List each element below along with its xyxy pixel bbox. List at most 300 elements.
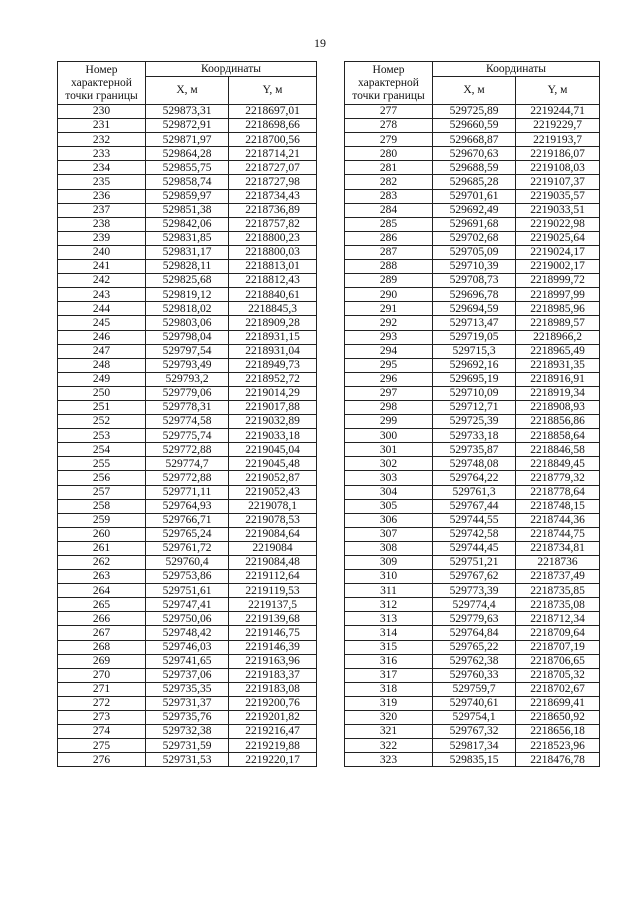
y-coordinate-cell: 2219137,5 bbox=[229, 598, 317, 612]
point-number-cell: 297 bbox=[345, 386, 433, 400]
table-row bbox=[58, 386, 317, 400]
x-coordinate-cell: 529753,86 bbox=[146, 570, 229, 584]
y-coordinate-cell: 2218744,75 bbox=[516, 527, 600, 541]
y-coordinate-cell: 2218709,64 bbox=[516, 626, 600, 640]
table-row bbox=[345, 189, 600, 203]
table-row bbox=[345, 245, 600, 259]
table-row bbox=[345, 640, 600, 654]
point-number-cell: 241 bbox=[58, 260, 146, 274]
point-number-cell: 286 bbox=[345, 231, 433, 245]
table-row bbox=[345, 386, 600, 400]
x-coordinate-cell: 529779,06 bbox=[146, 386, 229, 400]
point-number-cell: 315 bbox=[345, 640, 433, 654]
point-number-cell: 306 bbox=[345, 513, 433, 527]
point-number-cell: 279 bbox=[345, 133, 433, 147]
point-number-cell: 316 bbox=[345, 654, 433, 668]
table-row bbox=[58, 344, 317, 358]
y-coordinate-cell: 2219052,87 bbox=[229, 471, 317, 485]
point-number-cell: 295 bbox=[345, 358, 433, 372]
y-coordinate-cell: 2218916,91 bbox=[516, 372, 600, 386]
y-header: Y, м bbox=[229, 77, 317, 105]
point-number-header: Номер характерной точки границы bbox=[58, 62, 146, 105]
point-number-cell: 280 bbox=[345, 147, 433, 161]
y-coordinate-cell: 2218845,3 bbox=[229, 302, 317, 316]
y-coordinate-cell: 2218714,21 bbox=[229, 147, 317, 161]
point-number-cell: 308 bbox=[345, 541, 433, 555]
point-number-cell: 242 bbox=[58, 274, 146, 288]
point-number-cell: 245 bbox=[58, 316, 146, 330]
point-number-cell: 307 bbox=[345, 527, 433, 541]
point-number-cell: 296 bbox=[345, 372, 433, 386]
table-row bbox=[345, 556, 600, 570]
x-coordinate-cell: 529701,61 bbox=[433, 189, 516, 203]
point-number-cell: 263 bbox=[58, 570, 146, 584]
table-row bbox=[58, 316, 317, 330]
y-coordinate-cell: 2219032,89 bbox=[229, 415, 317, 429]
y-coordinate-cell: 2219084,64 bbox=[229, 527, 317, 541]
point-number-header: Номер характерной точки границы bbox=[345, 62, 433, 105]
y-coordinate-cell: 2219025,64 bbox=[516, 231, 600, 245]
y-coordinate-cell: 2218727,98 bbox=[229, 175, 317, 189]
x-coordinate-cell: 529774,7 bbox=[146, 457, 229, 471]
table-row bbox=[345, 513, 600, 527]
table-row bbox=[345, 443, 600, 457]
table-row bbox=[345, 119, 600, 133]
table-row bbox=[58, 612, 317, 626]
y-coordinate-cell: 2219146,39 bbox=[229, 640, 317, 654]
y-coordinate-cell: 2218949,73 bbox=[229, 358, 317, 372]
table-row bbox=[58, 753, 317, 767]
table-row bbox=[345, 274, 600, 288]
x-coordinate-cell: 529735,35 bbox=[146, 682, 229, 696]
x-coordinate-cell: 529719,05 bbox=[433, 330, 516, 344]
y-coordinate-cell: 2218985,96 bbox=[516, 302, 600, 316]
table-row bbox=[345, 527, 600, 541]
point-number-cell: 281 bbox=[345, 161, 433, 175]
point-number-cell: 298 bbox=[345, 400, 433, 414]
y-coordinate-cell: 2218705,32 bbox=[516, 668, 600, 682]
y-coordinate-cell: 2218840,61 bbox=[229, 288, 317, 302]
x-coordinate-cell: 529660,59 bbox=[433, 119, 516, 133]
y-coordinate-cell: 2219078,1 bbox=[229, 499, 317, 513]
table-row bbox=[58, 274, 317, 288]
point-number-cell: 259 bbox=[58, 513, 146, 527]
x-coordinate-cell: 529767,32 bbox=[433, 725, 516, 739]
point-number-cell: 247 bbox=[58, 344, 146, 358]
x-coordinate-cell: 529688,59 bbox=[433, 161, 516, 175]
y-coordinate-cell: 2219146,75 bbox=[229, 626, 317, 640]
x-coordinate-cell: 529761,72 bbox=[146, 541, 229, 555]
x-coordinate-cell: 529772,88 bbox=[146, 471, 229, 485]
point-number-cell: 244 bbox=[58, 302, 146, 316]
point-number-cell: 284 bbox=[345, 203, 433, 217]
y-coordinate-cell: 2218952,72 bbox=[229, 372, 317, 386]
x-coordinate-cell: 529778,31 bbox=[146, 400, 229, 414]
y-coordinate-cell: 2218966,2 bbox=[516, 330, 600, 344]
y-coordinate-cell: 2218846,58 bbox=[516, 443, 600, 457]
x-coordinate-cell: 529696,78 bbox=[433, 288, 516, 302]
x-coordinate-cell: 529742,58 bbox=[433, 527, 516, 541]
x-coordinate-cell: 529751,21 bbox=[433, 556, 516, 570]
table-row bbox=[345, 330, 600, 344]
point-number-cell: 318 bbox=[345, 682, 433, 696]
x-coordinate-cell: 529831,85 bbox=[146, 231, 229, 245]
x-coordinate-cell: 529713,47 bbox=[433, 316, 516, 330]
table-row bbox=[58, 288, 317, 302]
table-row bbox=[345, 753, 600, 767]
table-row bbox=[345, 260, 600, 274]
table-row bbox=[345, 147, 600, 161]
table-row bbox=[345, 471, 600, 485]
x-header: X, м bbox=[146, 77, 229, 105]
coordinates-header: Координаты bbox=[433, 62, 600, 77]
x-coordinate-cell: 529798,04 bbox=[146, 330, 229, 344]
x-coordinate-cell: 529751,61 bbox=[146, 584, 229, 598]
table-row bbox=[58, 471, 317, 485]
x-coordinate-cell: 529691,68 bbox=[433, 217, 516, 231]
y-coordinate-cell: 2218813,01 bbox=[229, 260, 317, 274]
point-number-cell: 232 bbox=[58, 133, 146, 147]
table-row bbox=[58, 302, 317, 316]
y-coordinate-cell: 2218707,19 bbox=[516, 640, 600, 654]
point-number-cell: 235 bbox=[58, 175, 146, 189]
coordinates-header: Координаты bbox=[146, 62, 317, 77]
point-number-cell: 237 bbox=[58, 203, 146, 217]
point-number-cell: 292 bbox=[345, 316, 433, 330]
point-number-cell: 320 bbox=[345, 711, 433, 725]
point-number-cell: 255 bbox=[58, 457, 146, 471]
point-number-cell: 288 bbox=[345, 260, 433, 274]
y-coordinate-cell: 2219244,71 bbox=[516, 105, 600, 119]
x-coordinate-cell: 529731,53 bbox=[146, 753, 229, 767]
x-coordinate-cell: 529694,59 bbox=[433, 302, 516, 316]
point-number-cell: 239 bbox=[58, 231, 146, 245]
y-coordinate-cell: 2218735,08 bbox=[516, 598, 600, 612]
y-coordinate-cell: 2219163,96 bbox=[229, 654, 317, 668]
table-row bbox=[58, 175, 317, 189]
point-number-cell: 322 bbox=[345, 739, 433, 753]
y-coordinate-cell: 2219014,29 bbox=[229, 386, 317, 400]
table-row bbox=[58, 598, 317, 612]
point-number-cell: 276 bbox=[58, 753, 146, 767]
y-coordinate-cell: 2218965,49 bbox=[516, 344, 600, 358]
x-coordinate-cell: 529774,4 bbox=[433, 598, 516, 612]
point-number-cell: 313 bbox=[345, 612, 433, 626]
y-coordinate-cell: 2218997,99 bbox=[516, 288, 600, 302]
y-coordinate-cell: 2219200,76 bbox=[229, 696, 317, 710]
point-number-cell: 231 bbox=[58, 119, 146, 133]
y-coordinate-cell: 2218999,72 bbox=[516, 274, 600, 288]
x-coordinate-cell: 529692,49 bbox=[433, 203, 516, 217]
table-body bbox=[345, 105, 600, 767]
table-row bbox=[345, 725, 600, 739]
table-row bbox=[58, 147, 317, 161]
table-row bbox=[58, 696, 317, 710]
y-coordinate-cell: 2219201,82 bbox=[229, 711, 317, 725]
table-row bbox=[58, 415, 317, 429]
y-coordinate-cell: 2219220,17 bbox=[229, 753, 317, 767]
table-row bbox=[345, 668, 600, 682]
point-number-cell: 303 bbox=[345, 471, 433, 485]
x-coordinate-cell: 529764,84 bbox=[433, 626, 516, 640]
y-coordinate-cell: 2218706,65 bbox=[516, 654, 600, 668]
y-coordinate-cell: 2218856,86 bbox=[516, 415, 600, 429]
point-number-cell: 256 bbox=[58, 471, 146, 485]
y-coordinate-cell: 2218800,03 bbox=[229, 245, 317, 259]
x-coordinate-cell: 529771,11 bbox=[146, 485, 229, 499]
coordinates-table-left bbox=[57, 61, 317, 767]
point-number-cell: 254 bbox=[58, 443, 146, 457]
page-number: 19 bbox=[314, 36, 326, 50]
point-number-cell: 310 bbox=[345, 570, 433, 584]
x-coordinate-cell: 529715,3 bbox=[433, 344, 516, 358]
x-coordinate-cell: 529818,02 bbox=[146, 302, 229, 316]
point-number-cell: 272 bbox=[58, 696, 146, 710]
x-coordinate-cell: 529764,93 bbox=[146, 499, 229, 513]
point-number-cell: 248 bbox=[58, 358, 146, 372]
point-number-cell: 249 bbox=[58, 372, 146, 386]
point-number-cell: 317 bbox=[345, 668, 433, 682]
point-number-cell: 275 bbox=[58, 739, 146, 753]
table-row bbox=[58, 640, 317, 654]
x-coordinate-cell: 529741,65 bbox=[146, 654, 229, 668]
y-coordinate-cell: 2219112,64 bbox=[229, 570, 317, 584]
table-row bbox=[58, 161, 317, 175]
x-coordinate-cell: 529760,4 bbox=[146, 556, 229, 570]
point-number-cell: 289 bbox=[345, 274, 433, 288]
point-number-cell: 238 bbox=[58, 217, 146, 231]
y-coordinate-cell: 2218523,96 bbox=[516, 739, 600, 753]
x-coordinate-cell: 529864,28 bbox=[146, 147, 229, 161]
table-row bbox=[58, 584, 317, 598]
point-number-cell: 302 bbox=[345, 457, 433, 471]
table-row bbox=[58, 513, 317, 527]
point-number-cell: 293 bbox=[345, 330, 433, 344]
table-row bbox=[345, 231, 600, 245]
x-coordinate-cell: 529772,88 bbox=[146, 443, 229, 457]
table-row bbox=[58, 189, 317, 203]
point-number-cell: 270 bbox=[58, 668, 146, 682]
y-coordinate-cell: 2218712,34 bbox=[516, 612, 600, 626]
x-coordinate-cell: 529851,38 bbox=[146, 203, 229, 217]
y-coordinate-cell: 2219045,04 bbox=[229, 443, 317, 457]
x-coordinate-cell: 529831,17 bbox=[146, 245, 229, 259]
point-number-cell: 291 bbox=[345, 302, 433, 316]
x-coordinate-cell: 529731,59 bbox=[146, 739, 229, 753]
x-coordinate-cell: 529767,44 bbox=[433, 499, 516, 513]
table-row bbox=[345, 541, 600, 555]
table-row bbox=[58, 245, 317, 259]
x-coordinate-cell: 529859,97 bbox=[146, 189, 229, 203]
y-coordinate-cell: 2219022,98 bbox=[516, 217, 600, 231]
table-row bbox=[58, 133, 317, 147]
point-number-cell: 319 bbox=[345, 696, 433, 710]
y-coordinate-cell: 2218736 bbox=[516, 556, 600, 570]
x-coordinate-cell: 529803,06 bbox=[146, 316, 229, 330]
y-coordinate-cell: 2218931,15 bbox=[229, 330, 317, 344]
x-coordinate-cell: 529744,45 bbox=[433, 541, 516, 555]
table-row bbox=[345, 485, 600, 499]
point-number-cell: 301 bbox=[345, 443, 433, 457]
x-coordinate-cell: 529705,09 bbox=[433, 245, 516, 259]
point-number-cell: 277 bbox=[345, 105, 433, 119]
x-coordinate-cell: 529872,91 bbox=[146, 119, 229, 133]
x-coordinate-cell: 529825,68 bbox=[146, 274, 229, 288]
table-row bbox=[345, 400, 600, 414]
x-coordinate-cell: 529873,31 bbox=[146, 105, 229, 119]
point-number-cell: 264 bbox=[58, 584, 146, 598]
point-number-cell: 230 bbox=[58, 105, 146, 119]
y-coordinate-cell: 2218735,85 bbox=[516, 584, 600, 598]
table-row bbox=[58, 570, 317, 584]
x-coordinate-cell: 529775,74 bbox=[146, 429, 229, 443]
table-row bbox=[345, 429, 600, 443]
table-row bbox=[58, 654, 317, 668]
x-coordinate-cell: 529762,38 bbox=[433, 654, 516, 668]
x-coordinate-cell: 529712,71 bbox=[433, 400, 516, 414]
point-number-cell: 304 bbox=[345, 485, 433, 499]
y-coordinate-cell: 2219183,37 bbox=[229, 668, 317, 682]
point-number-cell: 251 bbox=[58, 400, 146, 414]
y-coordinate-cell: 2219084 bbox=[229, 541, 317, 555]
point-number-cell: 253 bbox=[58, 429, 146, 443]
table-row bbox=[345, 570, 600, 584]
point-number-cell: 282 bbox=[345, 175, 433, 189]
x-coordinate-cell: 529747,41 bbox=[146, 598, 229, 612]
point-number-cell: 250 bbox=[58, 386, 146, 400]
y-coordinate-cell: 2218734,81 bbox=[516, 541, 600, 555]
y-coordinate-cell: 2219078,53 bbox=[229, 513, 317, 527]
table-row bbox=[58, 400, 317, 414]
table-row bbox=[345, 499, 600, 513]
x-coordinate-cell: 529817,34 bbox=[433, 739, 516, 753]
table-row bbox=[345, 457, 600, 471]
x-coordinate-cell: 529732,38 bbox=[146, 725, 229, 739]
x-coordinate-cell: 529871,97 bbox=[146, 133, 229, 147]
table-row bbox=[58, 556, 317, 570]
point-number-cell: 273 bbox=[58, 711, 146, 725]
y-coordinate-cell: 2218800,23 bbox=[229, 231, 317, 245]
x-coordinate-cell: 529702,68 bbox=[433, 231, 516, 245]
y-coordinate-cell: 2218697,01 bbox=[229, 105, 317, 119]
table-row bbox=[58, 105, 317, 119]
table-row bbox=[58, 682, 317, 696]
table-row bbox=[345, 105, 600, 119]
y-coordinate-cell: 2218909,28 bbox=[229, 316, 317, 330]
point-number-cell: 266 bbox=[58, 612, 146, 626]
table-row bbox=[345, 682, 600, 696]
point-number-cell: 287 bbox=[345, 245, 433, 259]
point-number-cell: 252 bbox=[58, 415, 146, 429]
x-coordinate-cell: 529858,74 bbox=[146, 175, 229, 189]
y-coordinate-cell: 2218744,36 bbox=[516, 513, 600, 527]
x-coordinate-cell: 529793,2 bbox=[146, 372, 229, 386]
y-coordinate-cell: 2218908,93 bbox=[516, 400, 600, 414]
y-coordinate-cell: 2218650,92 bbox=[516, 711, 600, 725]
table-row bbox=[58, 739, 317, 753]
x-coordinate-cell: 529737,06 bbox=[146, 668, 229, 682]
x-coordinate-cell: 529767,62 bbox=[433, 570, 516, 584]
x-coordinate-cell: 529779,63 bbox=[433, 612, 516, 626]
point-number-cell: 262 bbox=[58, 556, 146, 570]
y-coordinate-cell: 2219033,18 bbox=[229, 429, 317, 443]
x-coordinate-cell: 529765,22 bbox=[433, 640, 516, 654]
y-coordinate-cell: 2218736,89 bbox=[229, 203, 317, 217]
table-row bbox=[345, 344, 600, 358]
table-row bbox=[58, 217, 317, 231]
table-row bbox=[345, 598, 600, 612]
table-row bbox=[345, 203, 600, 217]
y-coordinate-cell: 2218757,82 bbox=[229, 217, 317, 231]
table-row bbox=[345, 584, 600, 598]
y-coordinate-cell: 2218778,64 bbox=[516, 485, 600, 499]
x-coordinate-cell: 529731,37 bbox=[146, 696, 229, 710]
y-header: Y, м bbox=[516, 77, 600, 105]
table-row bbox=[345, 739, 600, 753]
x-coordinate-cell: 529735,76 bbox=[146, 711, 229, 725]
table-row bbox=[345, 654, 600, 668]
y-coordinate-cell: 2219052,43 bbox=[229, 485, 317, 499]
table-row bbox=[58, 231, 317, 245]
y-coordinate-cell: 2219186,07 bbox=[516, 147, 600, 161]
point-number-cell: 311 bbox=[345, 584, 433, 598]
y-coordinate-cell: 2219024,17 bbox=[516, 245, 600, 259]
table-row bbox=[58, 358, 317, 372]
y-coordinate-cell: 2218931,04 bbox=[229, 344, 317, 358]
x-coordinate-cell: 529774,58 bbox=[146, 415, 229, 429]
x-coordinate-cell: 529760,33 bbox=[433, 668, 516, 682]
point-number-cell: 233 bbox=[58, 147, 146, 161]
table-row bbox=[345, 415, 600, 429]
y-coordinate-cell: 2219219,88 bbox=[229, 739, 317, 753]
y-coordinate-cell: 2218919,34 bbox=[516, 386, 600, 400]
table-row bbox=[58, 260, 317, 274]
x-coordinate-cell: 529750,06 bbox=[146, 612, 229, 626]
x-coordinate-cell: 529708,73 bbox=[433, 274, 516, 288]
x-coordinate-cell: 529761,3 bbox=[433, 485, 516, 499]
x-coordinate-cell: 529710,39 bbox=[433, 260, 516, 274]
x-coordinate-cell: 529740,61 bbox=[433, 696, 516, 710]
table-body bbox=[58, 105, 317, 767]
x-coordinate-cell: 529746,03 bbox=[146, 640, 229, 654]
table-row bbox=[345, 133, 600, 147]
table-row bbox=[58, 725, 317, 739]
y-coordinate-cell: 2219107,37 bbox=[516, 175, 600, 189]
point-number-cell: 265 bbox=[58, 598, 146, 612]
table-row bbox=[345, 161, 600, 175]
y-coordinate-cell: 2219033,51 bbox=[516, 203, 600, 217]
point-number-cell: 300 bbox=[345, 429, 433, 443]
x-coordinate-cell: 529725,89 bbox=[433, 105, 516, 119]
point-number-cell: 267 bbox=[58, 626, 146, 640]
table-row bbox=[58, 541, 317, 555]
point-number-cell: 274 bbox=[58, 725, 146, 739]
y-coordinate-cell: 2218779,32 bbox=[516, 471, 600, 485]
point-number-cell: 278 bbox=[345, 119, 433, 133]
x-coordinate-cell: 529797,54 bbox=[146, 344, 229, 358]
table-row bbox=[345, 626, 600, 640]
x-coordinate-cell: 529695,19 bbox=[433, 372, 516, 386]
y-coordinate-cell: 2218737,49 bbox=[516, 570, 600, 584]
table-row bbox=[345, 316, 600, 330]
point-number-cell: 257 bbox=[58, 485, 146, 499]
x-coordinate-cell: 529842,06 bbox=[146, 217, 229, 231]
table-row bbox=[345, 302, 600, 316]
y-coordinate-cell: 2219216,47 bbox=[229, 725, 317, 739]
table-row bbox=[345, 288, 600, 302]
table-row bbox=[58, 457, 317, 471]
y-coordinate-cell: 2219119,53 bbox=[229, 584, 317, 598]
